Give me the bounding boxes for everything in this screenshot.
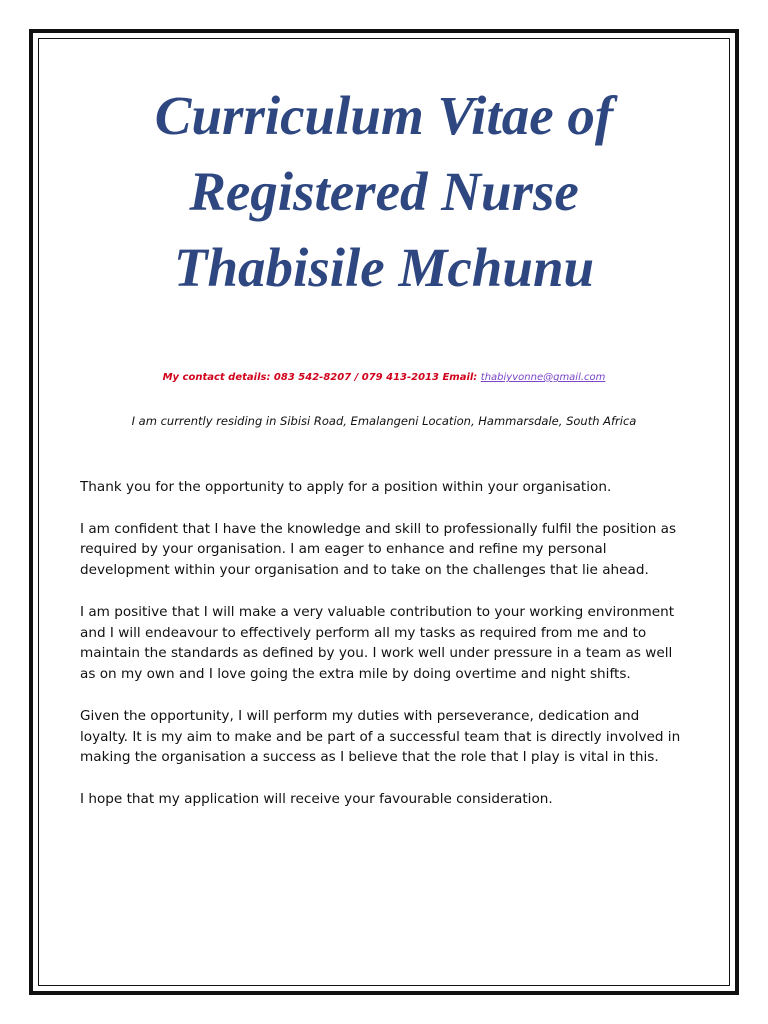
paragraph-5: I hope that my application will receive your favourable consideration. [80,790,553,807]
paragraph-2: I am confident that I have the knowledge and skill to professionally fulfil the position as required by your organisation. I am eager to enhance and refine my personal development within your organisation and to take on the challenges that lie ahead. [80,520,677,579]
paragraph-4: Given the opportunity, I will perform my duties with perseverance, dedication and loyalty. It is my aim to make and be part of a successful team that is directly involved in making the organisation a success as I believe that the role that I play is vital in this. [80,707,681,766]
title-line-2: Registered Nurse [189,161,579,222]
contact-details-text: My contact details: 083 542-8207 / 079 413-2013 Email: [162,372,481,383]
contact-details [40,372,728,383]
title-line-3: Thabisile Mchunu [173,237,595,298]
paragraph-3: I am positive that I will make a very valuable contribution to your working environment and I will endeavour to effectively perform all my tasks as required from me and to maintain the standards as defined by you. I work well under pressure in a team as well as on my own and I love going the extra mile by doing overtime and night shifts. [80,603,675,683]
email-link[interactable]: thabiyvonne@gmail.com [480,372,606,383]
title-line-1: Curriculum Vitae of [154,85,614,146]
residence-line: I am currently residing in Sibisi Road, Emalangeni Location, Hammarsdale, South Africa [131,414,637,428]
document-title [40,78,728,306]
paragraph-1: Thank you for the opportunity to apply for a position within your organisation. [80,479,612,495]
cover-letter-body [80,477,690,831]
